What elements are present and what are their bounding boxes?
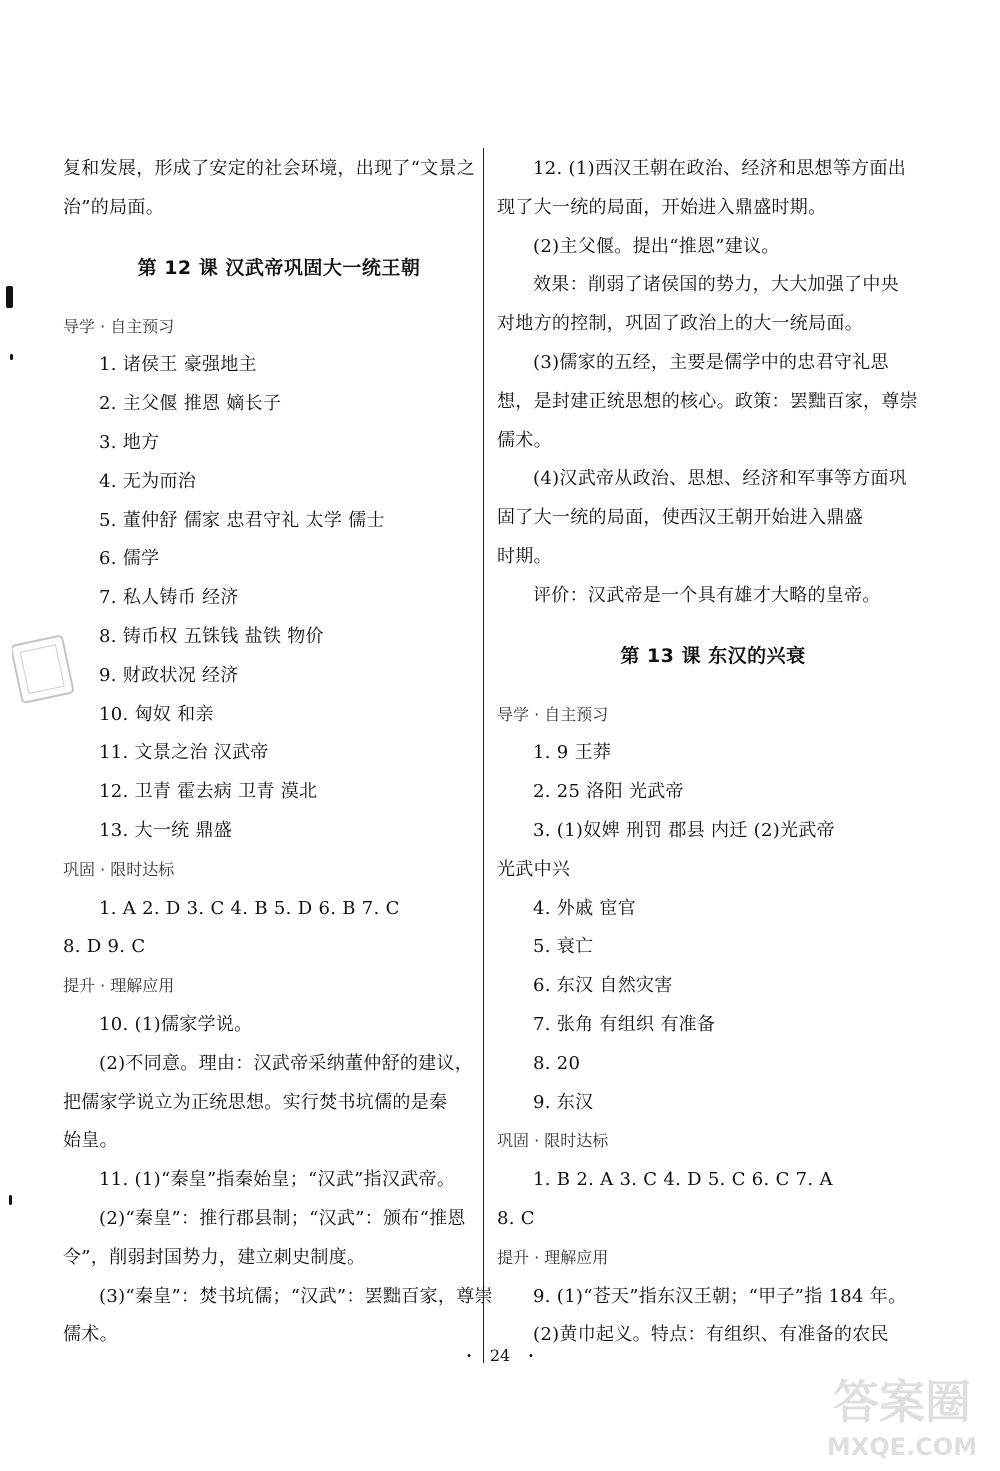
- answer-item: 7. 张角 有组织 有准备: [533, 1013, 716, 1035]
- answer-item: 11. 文景之治 汉武帝: [99, 742, 269, 764]
- answer-item: 13. 大一统 鼎盛: [99, 819, 233, 841]
- watermark-url: MXQE.COM: [826, 1433, 978, 1461]
- section-label-consolidate: 巩固 · 限时达标: [63, 859, 175, 879]
- text-line: (3)儒家的五经，主要是儒学中的忠君守礼思: [533, 351, 889, 373]
- text-line: 始皇。: [63, 1130, 118, 1152]
- answer-choices: 1. B 2. A 3. C 4. D 5. C 6. C 7. A: [533, 1169, 833, 1191]
- scan-mark: [6, 286, 13, 308]
- answer-item: 3. (1)奴婢 刑罚 郡县 内迁 (2)光武帝: [533, 819, 835, 841]
- text-line: (4)汉武帝从政治、思想、经济和军事等方面巩: [533, 468, 908, 490]
- answer-item: 6. 东汉 自然灾害: [533, 975, 673, 997]
- text-line: (2)主父偃。提出“推恩”建议。: [533, 235, 780, 257]
- answer-item: 1. 诸侯王 豪强地主: [99, 354, 257, 376]
- text-line: (2)“秦皇”：推行郡县制；“汉武”：颁布“推恩: [99, 1207, 466, 1229]
- watermark-logo: [812, 1375, 992, 1463]
- answer-item: 7. 私人铸币 经济: [99, 587, 239, 609]
- text-line: 12. (1)西汉王朝在政治、经济和思想等方面出: [533, 158, 907, 179]
- page-number-row: [0, 1346, 1000, 1365]
- text-line: 9. (1)“苍天”指东汉王朝；“甲子”指 184 年。: [533, 1285, 907, 1307]
- text-line: 对地方的控制，巩固了政治上的大一统局面。: [497, 313, 863, 335]
- text-line: 儒术。: [63, 1324, 118, 1346]
- watermark-title: 答案圈: [833, 1375, 971, 1429]
- answer-choices: 8. C: [497, 1207, 535, 1229]
- answer-choices: 8. D 9. C: [63, 936, 146, 958]
- text-line: 把儒家学说立为正统思想。实行焚书坑儒的是秦: [63, 1091, 448, 1113]
- answer-item: 5. 衰亡: [533, 936, 594, 958]
- answer-choices: 1. A 2. D 3. C 4. B 5. D 6. B 7. C: [99, 897, 400, 919]
- page-number: 24: [489, 1346, 511, 1365]
- lesson-13-title: 第 13 课 东汉的兴衰: [620, 644, 806, 667]
- text-line: 复和发展，形成了安定的社会环境，出现了“文景之: [63, 158, 476, 179]
- answer-item: 5. 董仲舒 儒家 忠君守礼 太学 儒士: [99, 509, 385, 531]
- section-label-improve: 提升 · 理解应用: [63, 976, 175, 996]
- answer-item: 2. 25 洛阳 光武帝: [533, 781, 684, 803]
- text-line: 现了大一统的局面，开始进入鼎盛时期。: [497, 196, 827, 218]
- answer-item: 4. 无为而治: [99, 470, 196, 492]
- answer-item: 1. 9 王莽: [533, 742, 612, 764]
- answer-item: 12. 卫青 霍去病 卫青 漠北: [99, 781, 318, 803]
- answer-item: 9. 财政状况 经济: [99, 664, 239, 686]
- answer-item: 6. 儒学: [99, 548, 160, 570]
- text-line: 时期。: [497, 545, 552, 567]
- text-line: (2)不同意。理由：汉武帝采纳董仲舒的建议，: [99, 1052, 474, 1074]
- text-line: (2)黄巾起义。特点：有组织、有准备的农民: [533, 1324, 889, 1346]
- section-label-consolidate: 巩固 · 限时达标: [497, 1131, 609, 1151]
- answer-item: 3. 地方: [99, 431, 160, 453]
- section-label-improve: 提升 · 理解应用: [497, 1247, 609, 1267]
- text-line: 效果：削弱了诸侯国的势力，大大加强了中央: [533, 274, 899, 296]
- page-number-dot: ·: [528, 1346, 534, 1365]
- answer-item: 9. 东汉: [533, 1091, 594, 1113]
- lesson-12-title: 第 12 课 汉武帝巩固大一统王朝: [137, 256, 421, 279]
- text-line: 11. (1)“秦皇”指秦始皇；“汉武”指汉武帝。: [99, 1169, 456, 1191]
- answer-item: 10. 匈奴 和亲: [99, 703, 214, 725]
- section-label-preview: 导学 · 自主预习: [63, 316, 175, 336]
- text-line: (3)“秦皇”：焚书坑儒；“汉武”：罢黜百家，尊崇: [99, 1285, 493, 1307]
- right-column: [497, 150, 929, 1355]
- text-line: 固了大一统的局面，使西汉王朝开始进入鼎盛: [497, 507, 863, 529]
- page-number-dot: ·: [466, 1346, 472, 1365]
- text-line: 想，是封建正统思想的核心。政策：罢黜百家，尊崇: [497, 390, 918, 412]
- text-line: 令”，削弱封国势力，建立刺史制度。: [63, 1246, 366, 1268]
- section-label-preview: 导学 · 自主预习: [497, 704, 609, 724]
- left-column: [63, 150, 495, 1355]
- scan-mark: [10, 354, 13, 360]
- text-line: 评价：汉武帝是一个具有雄才大略的皇帝。: [533, 584, 881, 606]
- answer-item: 8. 20: [533, 1052, 581, 1074]
- text-line: 10. (1)儒家学说。: [99, 1013, 253, 1035]
- answer-item: 4. 外戚 宦官: [533, 897, 637, 919]
- text-line: 儒术。: [497, 429, 552, 451]
- answer-item: 2. 主父偃 推恩 嫡长子: [99, 393, 282, 415]
- scan-mark: [9, 1195, 12, 1205]
- answer-item: 光武中兴: [497, 858, 571, 880]
- answer-item: 8. 铸币权 五铢钱 盐铁 物价: [99, 625, 324, 647]
- text-line: 治”的局面。: [63, 196, 165, 218]
